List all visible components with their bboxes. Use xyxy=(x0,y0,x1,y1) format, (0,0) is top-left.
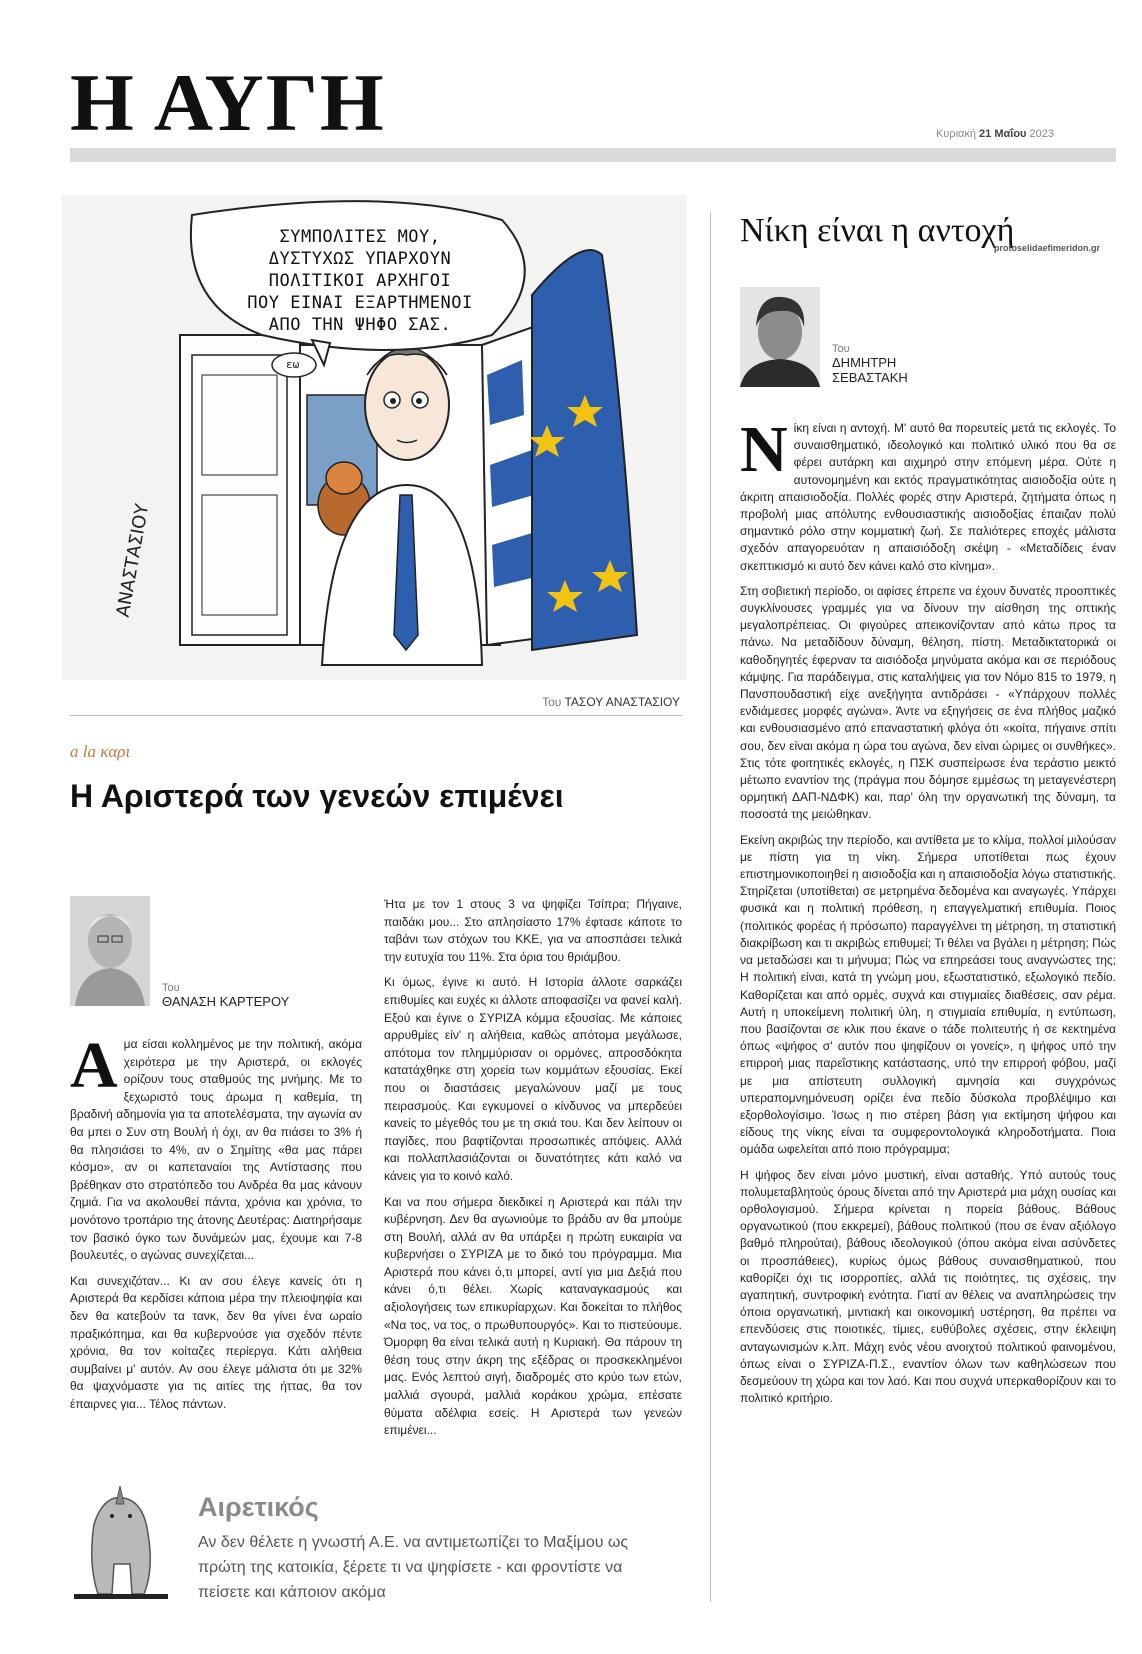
promo-text: Αν δεν θέλετε η γνωστή Α.Ε. να αντιμετωπίζει το Μαξίμου ως πρώτη της κατοικία, ξέρετε τι να ψηφίσετε - και φροντίστε να πείσετε και κάποιον ακόμα xyxy=(198,1534,629,1601)
dropcap: Α xyxy=(70,1029,118,1102)
right-author-byline xyxy=(832,343,908,385)
small-speech-bubble: εω xyxy=(286,358,300,371)
article-paragraph: Στη σοβιετική περίοδο, οι αφίσες έπρεπε να έχουν δυνατές προοπτικές συγκλίνουσες γραμμές για να δίνουν την αίσθηση της οπτικής μεγαλοπρέπειας. Οι φιγούρες απεικονίζονταν από κάτω προς τα πάνω. Να μεταδίδουν δύναμη, θέληση, πίστη. Μεταδικτατορικά οι καθοδηγητές έφερναν τα αισιόδοξα μηνύματα ακόμα και σε περιόδους κάμψης. Για παράδειγμα, στις καταλήψεις για τον Νόμο 815 το 1979, η Πανσπουδαστική είχε ανεξήγητα αντιδράσει - «Υπάρχουν πολλές ενδιάμεσες μορφές αγώνα». Άντε να εξηγήσεις σε ένα πλήθος μαζικό και ενθουσιασμένο από επαναστατική φλόγα ότι «κοίτα, πήγαινε σπίτι σου, δεν είναι ακόμα η ώρα του αγώνα, δεν είναι ώριμες οι συνθήκες». Στις τότε φοιτητικές εκλογές, η ΠΣΚ συσπείρωσε ένα τεράστιο μεικτό μέτωπο εναντίον της (πράγμα που δόμησε εμμέσως τη μεταγενέστερη ορμητική ΔΑΠ-ΝΔΦΚ) και, παρ' όλη την οργανωτική της δύναμη, τα ποσοστά της μειώθηκαν. xyxy=(740,583,1116,822)
issue-date-day: Κυριακή xyxy=(935,128,976,140)
speech-line: ΣΥΜΠΟΛΙΤΕΣ ΜΟΥ, xyxy=(279,227,441,247)
cartoon-credit xyxy=(542,695,680,709)
speech-line: ΠΟΥ ΕΙΝΑΙ ΕΞΑΡΤΗΜΕΝΟΙ xyxy=(247,293,473,313)
article-headline: Η Αριστερά των γενεών επιμένει xyxy=(70,778,564,814)
byline-prefix: Του xyxy=(832,343,850,355)
speech-line: ΔΥΣΤΥΧΩΣ ΥΠΑΡΧΟΥΝ xyxy=(268,249,452,269)
article-paragraph: Και να που σήμερα διεκδικεί η Αριστερά και πάλι την κυβέρνηση. Δεν θα αγωνιούμε το βράδυ αν θα μπούμε στη Βουλή, αλλά αν θα υπάρξει η πρώτη ευκαιρία να κυβερνήσει ο ΣΥΡΙΖΑ με το δικό του πρόγραμμα. Μια Αριστερά που κάνει ό,τι μπορεί, αντί για μια Δεξιά που κάνει ό,τι θέλει. Χωρίς καταναγκασμούς και αξιολογήσεις των επικυρίαρχων. Και δοκείται το πλήθος «Να τος, να τος, ο πρωθυπουργός». Και το πιστεύουμε. Όμορφη θα είναι τελικά αυτή η Κυριακή. Θα πάρουν τη θέση τους στην άκρη της εξέδρας οι προσκεκλημένοι μας. Ενός λεπτού σιγή, διαδρομές στο κρύο των ετών, μαλλιά σγουρά, μαλλιά κοράκου χρώμα, επέσατε θύματα αδέλφια εσείς. Η Αριστερά των γενεών επιμένει... xyxy=(384,1194,682,1438)
cartoon-speech-text xyxy=(210,226,510,336)
article-paragraph xyxy=(740,413,1116,575)
issue-date-year: 2023 xyxy=(1029,128,1054,140)
svg-text:ΑΝΑΣΤΑΣΙΟΥ: ΑΝΑΣΤΑΣΙΟΥ xyxy=(112,502,154,619)
source-watermark: protoselidaefimeridon.gr xyxy=(994,243,1101,253)
article-paragraph: Εκείνη ακριβώς την περίοδο, και αντίθετα με το κλίμα, πολλοί μιλούσαν με πίστη για τη νίκη. Σήμερα υποτίθεται πως έχουν επιστημονικοποιηθεί η αισιοδοξία και η απαισιοδοξία λόγω στατιστικής. Στηρίζεται (υποτίθεται) σε μετρημένα δεδομένα και αναγωγές. Υπάρχει φυσικά και η πολιτική πρόθεση, η επαγγελματική επιθυμία. Ποιος (πολιτικός φορέας ή πρόσωπο) παραγγέλνει τη μέτρηση, τη στατιστική διακρίβωση και τι ακριβώς επιθυμεί; Τι θέλει να βγάλει η μέτρηση; Πώς να μεταδώσει και τι μήνυμα; Πώς να επηρεάσει τους αναγνώστες της; Η πολιτική είναι, κατά τη γνώμη μου, εξωστατιστικό, εξωλογικό πεδίο. Καθορίζεται και από ορμές, συχνά και στιγμιαίες διαθέσεις, σαν ρέμα. Αυτή η υποκείμενη πολιτική ύλη, η στιγμιαία επιθυμία, η εντύπωση, που βασίζονται σε κλικ που έκανε ο τάδε πολιτευτής ή σε κεκτημένα όπως «ψήφος σ' αυτόν που ψηφίζουν οι γονείς», η ψήφος υπό την επιρροή μιας παρεΐστικης κατάστασης, υπό την επιρροή φόβου, μαζί με μια απίστευτη συλλογική αμνησία και συγχρόνως υπεραπομνημόνευση ορίζει ένα πεδίο δύσκολα προβλέψιμο και εξορθολογίσιμο. Ίσως η πιο στέρεη βάση για εκτίμηση ψήφου και είδους της νίκης είναι τα συμφεροντολογικά κληροδοτήματα. Ποια ομάδα ωφελείται από ποιο πρόγραμμα; xyxy=(740,832,1116,1157)
byline-prefix: Του xyxy=(162,982,180,994)
issue-date-main: 21 Μαΐου xyxy=(979,128,1027,140)
author-photo-right xyxy=(740,287,820,387)
speech-line: ΑΠΟ ΤΗΝ ΨΗΦΟ ΣΑΣ. xyxy=(268,315,452,335)
right-article-body xyxy=(740,413,1116,1415)
section-divider xyxy=(70,715,682,716)
dropcap: Ν xyxy=(740,413,788,486)
rhino-illustration xyxy=(74,1484,168,1602)
article-column-1 xyxy=(70,1029,362,1421)
masthead-rule xyxy=(70,148,1116,162)
byline-name-first: ΔΗΜΗΤΡΗ xyxy=(832,355,897,370)
paragraph-text: μα είσαι κολλημένος με την πολιτική, ακόμα χειρότερα με την Αριστερά, οι εκλογές ορίζουν τους σταθμούς της μνήμης. Με το ξεχωριστό τους άρωμα η καθεμία, τη βραδινή αδημονία για τα αποτελέσματα, την αγωνία αν θα μπει ο Συν στη Βουλή ή όχι, αν θα πιάσει το 3% ή θα πλησιάσει το 4%, αν ο Σημίτης «θα μας πάρει κόσμο», αν οι καπεταναίοι της Αντίστασης που βρέθηκαν στο στρατόπεδο του Ανδρέα θα μας κάνουν ζημιά. Για να ακολουθεί πάντα, χρόνια και χρόνια, το μονότονο τροπάριο της άτονης Δευτέρας: Διατηρήσαμε τον βασικό όγκο των δυνάμεών μας, έχουμε και 7-8 βουλευτές, ο αγώνας συνεχίζεται... xyxy=(70,1037,362,1263)
paragraph-text: ίκη είναι η αντοχή. Μ' αυτό θα πορευτείς μετά τις εκλογές. Το συναισθηματικό, ιδεολογικό και πολιτικό υλικό που θα σε φέρει αυτάρκη και αιχμηρό στην επόμενη μέρα. Ούτε η αυτονομημένη και εκτός πραγματικότητας αισιοδοξία ούτε η άκριτη απαισιοδοξία. Πολλές φορές στην Αριστερά, ζητήματα όπως η προβολή μιας απόλυτης ενθουσιαστικής αισιοδοξίας έπαιζαν πολύ σημαντικό ρόλο στην κομματική ζωή. Σε παλιότερες εποχές μάλιστα σχεδόν απαγορευόταν η απαισιόδοξη σκέψη - «Μεταδίδεις έναν σκεπτικισμό κι αυτό δεν κάνει καλό στο κίνημα». xyxy=(740,421,1116,573)
byline-name-last: ΣΕΒΑΣΤΑΚΗ xyxy=(832,370,908,385)
issue-date xyxy=(936,128,1054,140)
cartoon-credit-name: ΤΑΣΟΥ ΑΝΑΣΤΑΣΙΟΥ xyxy=(564,695,680,709)
promo-title: Αιρετικός xyxy=(198,1492,319,1522)
column-kicker: a la καρι xyxy=(70,742,131,761)
column-divider xyxy=(710,212,711,1602)
author-photo xyxy=(70,896,150,1006)
newspaper-masthead: Η ΑΥΓΗ xyxy=(70,57,386,148)
article-column-2 xyxy=(384,896,682,1448)
article-paragraph: Η ψήφος δεν είναι μόνο μυστική, είναι ασταθής. Υπό αυτούς τους πολυμεταβλητούς όρους δίνεται από την Αριστερά μια μάχη ουσίας και ορθολογισμού. Σήμερα κρίνεται η πορεία βάθους. Βάθους οργανωτικού (που εκκρεμεί), βάθους πολιτικού (που σε έναν αξιόλογο βαθμό πληρούται), βάθους ιδεολογικού (όπου ακόμα είναι ασύνδετες οι προσπάθειες), κυρίως όμως βάθους συναισθηματικού, που καθορίζει όχι τις ισορροπίες, αλλά τις ποιότητες, τις σχέσεις, την αγαπητική, συντροφική ενότητα. Γιατί αν θέλεις να αναπληρώσεις την όποια οργανωτική, μιντιακή και οικονομική υστέρηση, θα πρέπει να επενδύσεις στις ποιοτικές, τίμιες, ευθύβολες σχέσεις, στην έκλειψη ανταγωνισμών κ.λπ. Μάχη ενός νέου ανοιχτού πολιτικού φαινομένου, όπως είναι ο ΣΥΡΙΖΑ-Π.Σ., εναντίον όλων των καθηλώσεων που δεσμεύουν τη χώρα και τον λαό. Και που συχνά υπερκαθορίζουν και το πολιτικό κριτήριο. xyxy=(740,1167,1116,1406)
article-paragraph: Ήτα με τον 1 στους 3 να ψηφίζει Τσίπρα; Πήγαινε, παιδάκι μου... Στο απλησίαστο 17% έφτασε κάποτε το ταβάνι των στόχων του ΚΚΕ, για να αποσπάσει τελικά την ευτυχία του 11%. Στα όρια του θριάμβου. xyxy=(384,897,682,964)
article-paragraph: Κι όμως, έγινε κι αυτό. Η Ιστορία άλλοτε σαρκάζει επιθυμίες και ευχές κι άλλοτε αποφασίζει να φανεί καλή. Εξού και έγινε ο ΣΥΡΙΖΑ κόμμα εξουσίας. Με κάποιες αρρυθμίες είν' η αλήθεια, καθώς απότομα μεγάλωσε, απότομα τον πλημμύρισαν οι ορμόνες, απροσδόκητα κατατάχθηκε στη χορεία των κομμάτων εξουσίας. Εκεί που οι διαστάσεις μεγαλώνουν μαζί με τους πειρασμούς. Και εγκυμονεί ο κίνδυνος να μπερδεύει κανείς το μέγεθός του με τη σκιά του. Και δεν λείπουν οι παγίδες, που βαφτίζονται προσωπικές απόψεις. Αλλά και πολλαπλασιάζονται οι δυνατότητες κάτι καλό να κάνεις για το κοινό καλό. xyxy=(384,975,682,1183)
author-byline xyxy=(162,982,289,1009)
article-paragraph xyxy=(70,1029,362,1265)
right-article-headline: Νίκη είναι η αντοχή xyxy=(740,212,1015,249)
speech-line: ΠΟΛΙΤΙΚΟΙ ΑΡΧΗΓΟΙ xyxy=(268,271,452,291)
article-paragraph: Και συνεχιζόταν... Κι αν σου έλεγε κανείς ότι η Αριστερά θα κερδίσει κάποια μέρα την πλειοψηφία και δεν θα κατεβούν τα τανκ, δεν θα γίνει ένα ωραίο πραξικόπημα, και θα κυβερνούσε για σχεδόν πέντε χρόνια, θα τον κοίταζες περίεργα. Κάτι αλήθεια συμβαίνει μ' αυτόν. Αν σου έλεγε μάλιστα ότι με 32% θα ψαχνόμαστε για τις αιτίες της ήττας, θα τον έπαιρνες για... Τέλος πάντων. xyxy=(70,1273,362,1411)
byline-name: ΘΑΝΑΣΗ ΚΑΡΤΕΡΟΥ xyxy=(162,994,290,1009)
cartoon-credit-prefix: Του xyxy=(542,695,562,709)
